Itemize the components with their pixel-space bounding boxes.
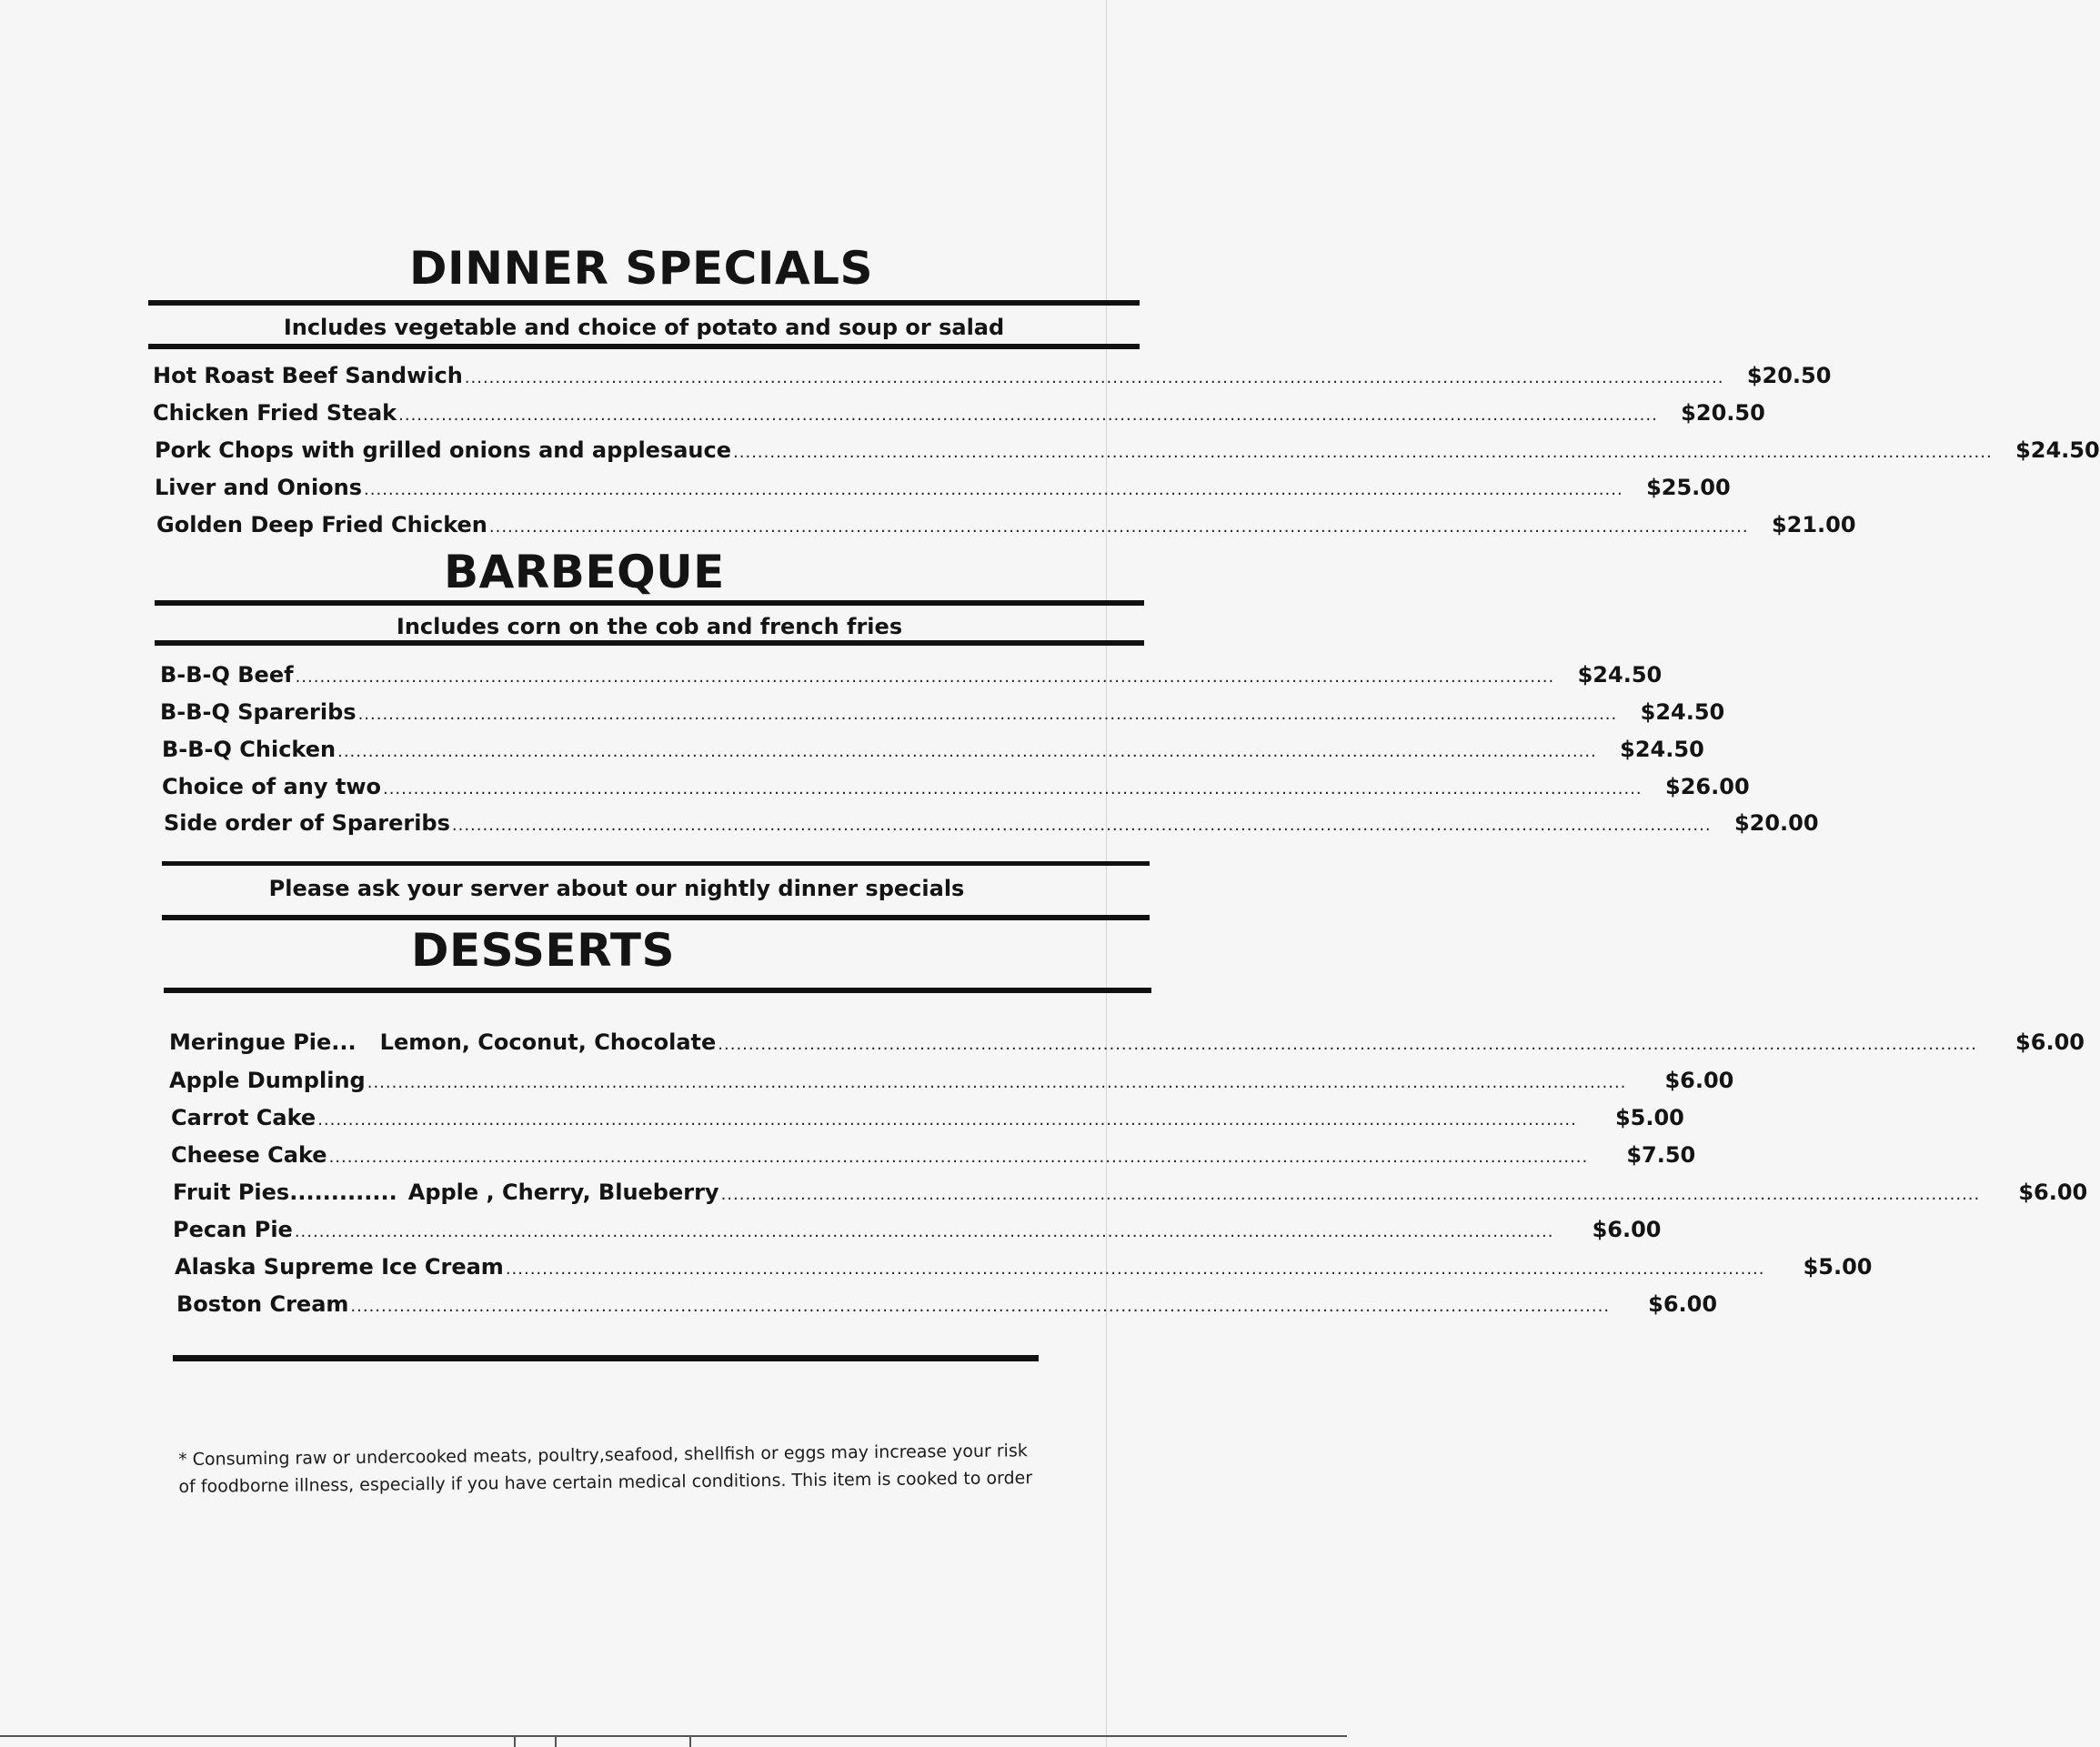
menu-item-detail: Apple , Cherry, Blueberry [407,1180,719,1205]
menu-item [155,432,2100,468]
menu-item [164,805,1819,841]
menu-item-name: Meringue Pie... [169,1029,357,1055]
menu-item-price: $5.00 [1803,1254,1873,1280]
menu-item [173,1174,2088,1210]
menu-item-name: Alaska Supreme Ice Cream [175,1254,504,1280]
menu-item [160,694,1725,730]
menu-item-name: Pecan Pie [173,1217,293,1242]
desserts-top-rule [164,988,1151,993]
disclaimer-line-2: of foodborne illness, especially if you have certain medical conditions. This item is cooked to order [178,1468,1033,1497]
food-safety-disclaimer [178,1436,1107,1501]
page-bottom-edge [0,1735,1347,1737]
menu-item [175,1249,1873,1285]
disclaimer-line-1: * Consuming raw or undercooked meats, poultry,seafood, shellfish or eggs may increase your risk [178,1441,1028,1470]
menu-item-price: $5.00 [1614,1105,1684,1130]
menu-item-price: $20.50 [1681,400,1765,426]
menu-item-price: $6.00 [1648,1291,1718,1317]
menu-item [162,731,1704,768]
menu-item [156,507,1856,543]
menu-item [171,1099,1684,1136]
menu-item-name: Fruit Pies............. [173,1180,397,1205]
menu-item-name: Boston Cream [176,1291,349,1317]
dinner-specials-title: DINNER SPECIALS [409,242,874,295]
menu-item-price: $7.50 [1626,1142,1696,1168]
barbeque-subtitle: Includes corn on the cob and french fries [396,614,903,639]
dot-leader: .............................................................................................................................................................................................................. [488,517,1749,537]
menu-item [153,395,1765,431]
menu-item [169,1062,1734,1099]
notice-top-rule [162,861,1150,866]
edge-tick [555,1735,557,1747]
dot-leader: .............................................................................................................................................................................................................. [357,705,1618,724]
dot-leader: .............................................................................................................................................................................................................. [364,480,1623,499]
menu-item-price: $24.50 [2015,437,2100,463]
menu-item-name: Golden Deep Fried Chicken [156,512,487,537]
barbeque-bottom-rule [155,640,1144,646]
menu-item [162,768,1750,805]
dot-leader: .............................................................................................................................................................................................................. [720,1185,1981,1204]
menu-item-price: $6.00 [2015,1029,2085,1055]
dinner-specials-bottom-rule [148,344,1140,349]
menu-item-price: $24.50 [1620,737,1704,762]
menu-item-name: B-B-Q Chicken [162,737,337,762]
dot-leader: .............................................................................................................................................................................................................. [294,1222,1554,1241]
menu-item [169,1024,2085,1060]
menu-item [173,1211,1662,1248]
dot-leader: .............................................................................................................................................................................................................. [317,1110,1577,1130]
dot-leader: .............................................................................................................................................................................................................. [295,668,1555,687]
menu-item-price: $25.00 [1646,475,1731,500]
dot-leader: .............................................................................................................................................................................................................. [328,1148,1589,1167]
notice-bottom-rule [162,915,1150,920]
menu-item-price: $21.00 [1771,512,1856,537]
dot-leader: .............................................................................................................................................................................................................. [382,779,1643,798]
menu-item-price: $6.00 [2018,1180,2088,1205]
menu-item [171,1137,1696,1173]
menu-item-name: Pork Chops with grilled onions and applesauce [155,437,732,463]
dinner-specials-subtitle: Includes vegetable and choice of potato and soup or salad [283,315,1005,340]
menu-item-price: $20.00 [1733,810,1819,836]
menu-item-name: Cheese Cake [171,1142,327,1168]
menu-item-detail: Lemon, Coconut, Chocolate [379,1029,717,1055]
menu-item-name: Chicken Fried Steak [153,400,397,426]
menu-item-price: $6.00 [1592,1217,1662,1242]
dot-leader: .............................................................................................................................................................................................................. [718,1035,1977,1054]
barbeque-title: BARBEQUE [444,546,725,598]
dot-leader: .............................................................................................................................................................................................................. [733,443,1993,462]
dinner-specials-top-rule [148,300,1140,306]
menu-item [160,657,1663,693]
menu-item [153,357,1832,394]
menu-item-price: $20.50 [1746,363,1832,388]
edge-tick [689,1735,691,1747]
menu-item-price: $24.50 [1640,699,1725,725]
dot-leader: .............................................................................................................................................................................................................. [398,406,1658,425]
dot-leader: .............................................................................................................................................................................................................. [451,816,1712,835]
menu-item-name: Liver and Onions [155,475,363,500]
desserts-bottom-rule [173,1355,1039,1361]
menu-item-name: Apple Dumpling [169,1068,366,1093]
dot-leader: .............................................................................................................................................................................................................. [464,368,1724,387]
menu-item [176,1286,1718,1322]
barbeque-top-rule [155,600,1144,606]
edge-tick [514,1735,516,1747]
nightly-specials-notice: Please ask your server about our nightly dinner specials [268,876,965,901]
menu-item-price: $24.50 [1577,662,1663,688]
dot-leader: .............................................................................................................................................................................................................. [505,1260,1765,1279]
menu-item-name: Choice of any two [162,774,381,799]
menu-item-price: $6.00 [1664,1068,1734,1093]
dot-leader: .............................................................................................................................................................................................................. [337,742,1597,761]
menu-item-name: B-B-Q Beef [160,662,294,688]
menu-item-name: Side order of Spareribs [164,810,450,836]
dot-leader: .............................................................................................................................................................................................................. [350,1297,1611,1316]
menu-item-price: $26.00 [1665,774,1750,799]
menu-item [155,469,1731,506]
menu-item-name: Carrot Cake [171,1105,317,1130]
dot-leader: .............................................................................................................................................................................................................. [367,1073,1627,1092]
desserts-title: DESSERTS [411,924,675,977]
menu-item-name: Hot Roast Beef Sandwich [153,363,463,388]
menu-item-name: B-B-Q Spareribs [160,699,357,725]
